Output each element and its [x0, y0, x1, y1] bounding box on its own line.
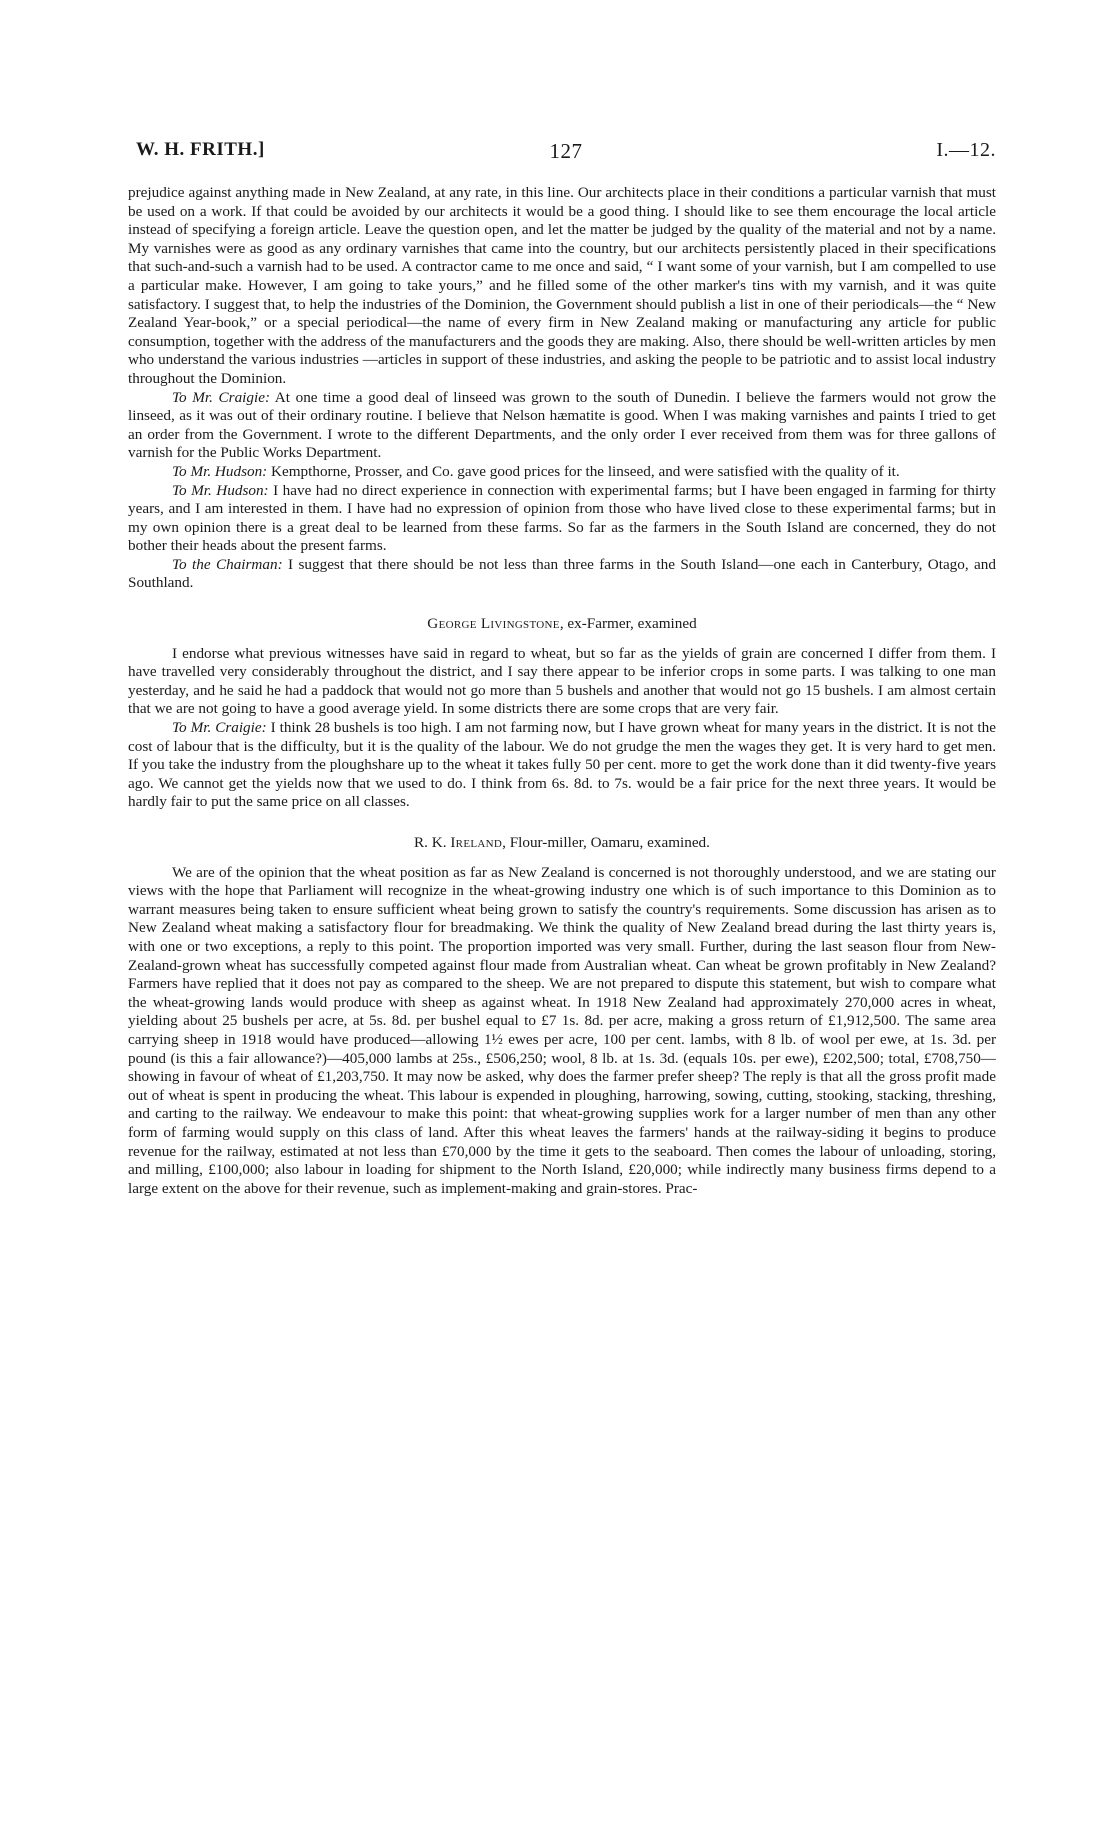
addressee: To Mr. Hudson: [172, 462, 268, 480]
frith-paragraph-4 [128, 482, 996, 556]
frith-paragraph-3 [128, 463, 996, 482]
witness-heading-ireland [128, 834, 996, 853]
page-number: 127 [549, 139, 583, 163]
witness-name: Ireland [450, 834, 503, 851]
addressee: To Mr. Craigie: [172, 388, 271, 406]
witness-name-header: W. H. FRITH.] [136, 139, 265, 160]
paragraph-text: Kempthorne, Prosser, and Co. gave good prices for the linseed, and were satisfied with the quality of it. [267, 462, 900, 480]
livingstone-paragraph-2 [128, 719, 996, 812]
addressee: To Mr. Hudson: [172, 481, 269, 499]
frith-paragraph-1: prejudice against anything made in New Zealand, at any rate, in this line. Our architects place in their conditions a particular varnish that must be used on a work. If that could be avoided by our architects it would be a good thing. I should like to see them encourage the local article instead of specifying a foreign article. Leave the question open, and let the matter be judged by the quality of the material and not by a name. My varnishes were as good as any ordinary varnishes that came into the country, but our architects persistently placed in their specifications that such-and-such a varnish had to be used. A contractor came to me once and said, “ I want some of your varnish, but I am compelled to use a particular make. However, I am going to take yours,” and he filled some of the other marker's tins with my varnish, and it was quite satisfactory. I suggest that, to help the industries of the Dominion, the Government should publish a list in one of their periodicals—the “ New Zealand Year-book,” or a special periodical—the name of every firm in New Zealand making or manufacturing any article for public consumption, together with the address of the manufacturers and the goods they are making. Also, there should be well-written articles by men who understand the various industries —articles in support of these industries, and asking the people to be patriotic and to assist local industry throughout the Dominion. [128, 184, 996, 387]
frith-paragraph-5 [128, 556, 996, 593]
witness-name: George Livingstone [427, 615, 560, 633]
witness-description: , ex-Farmer, examined [559, 615, 697, 633]
frith-paragraph-2 [128, 389, 996, 463]
ireland-paragraph-1: We are of the opinion that the wheat position as far as New Zealand is concerned is not thoroughly understood, and we are stating our views with the hope that Parliament will recognize in the wheat-growing industry one which is of such importance to this Dominion as to warrant measures being taken to ensure sufficient wheat being grown to satisfy the country's requirements. Some discussion has arisen as to New Zealand wheat making a satisfactory flour for breadmaking. We think the quality of New Zealand bread during the last thirty years is, with one or two exceptions, a reply to this point. The proportion imported was very small. Further, during the last season flour from New-Zealand-grown wheat has successfully competed against flour made from Australian wheat. Can wheat be grown profitably in New Zealand? Farmers have replied that it does not pay as compared to the sheep. We are not prepared to dispute this statement, but wish to compare what the wheat-growing lands would produce with sheep as against wheat. In 1918 New Zealand had approximately 270,000 acres in wheat, yielding about 25 bushels per acre, at 5s. 8d. per bushel equal to £7 1s. 8d. per acre, making a gross return of £1,912,500. The same area carrying sheep in 1918 would have produced—allowing 1½ ewes per acre, 100 per cent. lambs, with 8 lb. of wool per ewe, at 1s. 3d. per pound (is this a fair allowance?)—405,000 lambs at 25s., £506,250; wool, 8 lb. at 1s. 3d. (equals 10s. per ewe), £202,500; total, £708,750—showing in favour of wheat of £1,203,750. It may now be asked, why does the farmer prefer sheep? The reply is that all the gross profit made out of wheat is spent in producing the wheat. This labour is expended in ploughing, harrowing, sowing, cutting, stooking, stacking, threshing, and carting to the railway. We endeavour to make this point: that wheat-growing supplies work for a larger number of men than any other form of farming would supply on this class of land. After this wheat leaves the farmers' hands at the railway-siding it begins to produce revenue for the railway, estimated at not less than £70,000 by the time it gets to the seaboard. Then comes the labour of unloading, storing, and milling, £100,000; also labour in loading for shipment to the North Island, £20,000; while indirectly many business firms depend to a large extent on the above for their revenue, such as implement-making and grain-stores. Prac- [128, 863, 996, 1197]
paragraph-text: I suggest that there should be not less than three farms in the South Island—one each in Canterbury, Otago, and Southland. [128, 555, 996, 592]
document-body [128, 184, 996, 1198]
addressee: To the Chairman: [172, 555, 283, 573]
witness-description: , Flour-miller, Oamaru, examined. [502, 834, 710, 851]
paper-reference: I.—12. [936, 139, 996, 161]
running-head [136, 139, 996, 163]
paragraph-text: I think 28 bushels is too high. I am not farming now, but I have grown wheat for many years in the district. It is not the cost of labour that is the difficulty, but it is the quality of the labour. We do not grudge the men the wages they get. It is very hard to get men. If you take the industry from the ploughshare up to the wheat it takes fully 50 per cent. more to get the work done than it did twenty-five years ago. We cannot get the yields now that we used to do. I think from 6s. 8d. to 7s. would be a fair price for the next three years. It would be hardly fair to put the same price on all classes. [128, 719, 996, 811]
paragraph-text: At one time a good deal of linseed was grown to the south of Dunedin. I believe the farmers would not grow the linseed, as it was out of their ordinary routine. I believe that Nelson hæmatite is good. When I was making varnishes and paints I tried to get an order from the Government. I wrote to the different Departments, and the only order I ever received from them was for three gallons of varnish for the Public Works Department. [128, 388, 996, 462]
addressee: To Mr. Craigie: [172, 719, 267, 737]
witness-initials: R. K. [414, 834, 451, 851]
paragraph-text: I have had no direct experience in connection with experimental farms; but I have been engaged in farming for thirty years, and I am interested in them. I have had no expression of opinion from those who have lived close to these experimental farms; but in my own opinion there is a great deal to be learned from these farms. So far as the farmers in the South Island are concerned, they do not bother their heads about the present farms. [128, 481, 996, 555]
livingstone-paragraph-1: I endorse what previous witnesses have said in regard to wheat, but so far as the yields of grain are concerned I differ from them. I have travelled very considerably throughout the district, and I say there appear to be inferior crops in some parts. I was talking to one man yesterday, and he said he had a paddock that would not go more than 5 bushels and another that would not go 15 bushels. I am almost certain that we are not going to have a good average yield. In some districts there are some crops that are very fair. [128, 644, 996, 718]
witness-heading-livingstone [128, 615, 996, 634]
